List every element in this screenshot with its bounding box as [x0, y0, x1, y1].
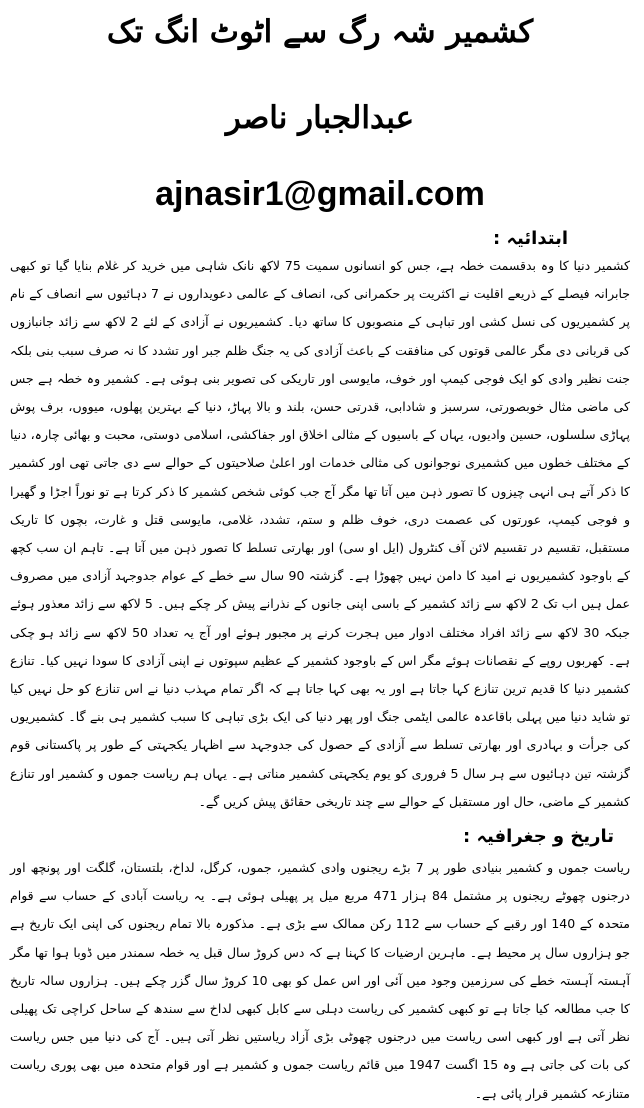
author-email: ajnasir1@gmail.com: [155, 175, 485, 213]
section-heading-introduction: ابتدائیہ :: [493, 228, 568, 249]
author-name: عبدالجبار ناصر: [225, 100, 415, 136]
section-body-history-geography: ریاست جموں و کشمیر بنیادی طور پر 7 بڑے ریجنوں وادی کشمیر، جموں، کرگل، لداخ، بلتستان، گلگت اور پونچھ اور درجنوں چھوٹے ریجنوں پر مشتمل 84 ہزار 471 مربع میل پر پھیلی ہوئی ہے۔ یہ ریاست آبادی کے حساب سے قوام متحدہ کے 140 اور رقبے کے حساب سے 112 رکن ممالک سے بڑی ہے۔ مذکورہ بالا تمام ریجنوں کی اپنی ایک تاریخ ہے جو ہزاروں سال پر محیط ہے۔ ماہرین ارضیات کا کہنا ہے کہ دس کروڑ سال قبل یہ خطہ سمندر میں ڈوبا ہوا تھا مگر آہستہ آہستہ خطے کی سرزمین وجود میں آئی اور اس عمل کو بھی 10 کروڑ سال گزر چکے ہیں۔ ہزاروں سالہ تاریخ کا جب مطالعہ کیا جاتا ہے تو کبھی کشمیر کی ریاست دہلی سے کابل کبھی لداخ سے سندھ کے ساحل کراچی تک پھیلی نظر آتی ہے اور کبھی اسی ریاست میں درجنوں چھوٹی بڑی آزاد ریاستیں نظر آتی ہیں۔ آج کی دنیا میں جس ریاست کی بات کی جاتی ہے وہ 15 اگست 1947 میں قائم ریاست جموں و کشمیر ہے اور قوام متحدہ میں بھی پوری ریاست متنازعہ کشمیر قرار پائی ہے۔: [10, 860, 631, 1101]
section-heading-history-geography: تاریخ و جغرافیہ :: [463, 826, 614, 848]
document-title: کشمیر شہ رگ سے اٹوٹ انگ تک: [106, 14, 534, 50]
section-body-introduction: کشمیر دنیا کا وہ بدقسمت خطہ ہے، جس کو انسانوں سمیت 75 لاکھ نانک شاہی میں خرید کر غلام بنایا گیا تو کبھی جابرانہ فیصلے کے ذریعے اقلیت نے اکثریت پر حکمرانی کی، انصاف کے عالمی دعویداروں نے 7 دہائیوں سے انصاف کے نام پر کشمیریوں کی نسل کشی اور تباہی کے منصوبوں کا ساتھ دیا۔ کشمیریوں نے آزادی کے لئے 2 لاکھ سے زائد جانبازوں کی قربانی دی مگر عالمی قوتوں کی منافقت کے باعث آزادی کی یہ جنگ ظلم جبر اور تشدد کا نہ صرف سبب بنی بلکہ جنت نظیر وادی کو ایک فوجی کیمپ اور خوف، مایوسی اور تاریکی کی تصویر بنی ہوئی ہے۔ کشمیر وہ خطہ ہے جس کی ماضی مثال خوبصورتی، سرسبز و شادابی، قدرتی حسن، بلند و بالا پہاڑ، دنیا کے بہترین پھلوں، میووں، برف پوش پہاڑی سلسلوں، حسین وادیوں، یہاں کے باسیوں کے مثالی اخلاق اور جفاکشی، اسلامی دوستی، محبت و بھائی چارہ، دنیا کے مختلف خطوں میں کشمیری نوجوانوں کی مثالی خدمات اور اعلیٰ صلاحیتوں کے حوالے سے دی جاتی تھی اور کشمیر کا ذکر آتے ہی انہی چیزوں کا تصور ذہن میں آتا تھا مگر آج جب کوئی شخص کشمیر کا ذکر کرتا ہے تو نوراً اجڑا و گھیرا و فوجی کیمپ، عورتوں کی عصمت دری، خوف ظلم و ستم، تشدد، غلامی، مایوسی قتل و غارت، بچوں کا تاریک مستقبل، تقسیم در تقسیم لائن آف کنٹرول (ایل او سی) اور بھارتی تسلط کا تصور ذہن میں آتا ہے۔ تاہم ان سب کچھ کے باوجود کشمیریوں نے امید کا دامن نہیں چھوڑا ہے۔ گزشتہ 90 سال سے خطے کے عوام جدوجہد آزادی میں مصروف عمل ہیں اب تک 2 لاکھ سے زائد کشمیر کے باسی اپنی جانوں کے نذرانے پیش کر چکے ہیں۔ 5 لاکھ سے زائد معذور ہوئے جبکہ 30 لاکھ سے زائد افراد مختلف ادوار میں ہجرت کرنے پر مجبور ہوئے اور آج یہ تعداد 50 لاکھ سے زائد ہو چکی ہے۔ کھربوں روپے کے نقصانات ہوئے مگر اس کے باوجود کشمیر کے عظیم سپوتوں نے اپنی آزادی کا سودا نہیں کیا۔ تنازع کشمیر دنیا کا قدیم ترین تنازع کہا جاتا ہے اور یہ بھی کہا جاتا ہے کہ اگر تمام مہذب دنیا نے اس تنازع کو حل نہیں کیا تو شاید دنیا میں پہلی باقاعدہ عالمی ایٹمی جنگ اور پھر دنیا کی ایک بڑی تباہی کا سبب کشمیر ہی بنے گا۔ کشمیریوں کی جرأت و بہادری اور بھارتی تسلط سے آزادی کے حصول کی جدوجہد سے اظہار یکجہتی کے طور پر پاکستانی قوم گزشتہ تین دہائیوں سے ہر سال 5 فروری کو یوم یکجہتی کشمیر مناتی ہے۔ یہاں ہم ریاست جموں و کشمیر اور تنازع کشمیر کے ماضی، حال اور مستقبل کے حوالے سے چند تاریخی حقائق پیش کریں گے۔: [10, 258, 630, 809]
